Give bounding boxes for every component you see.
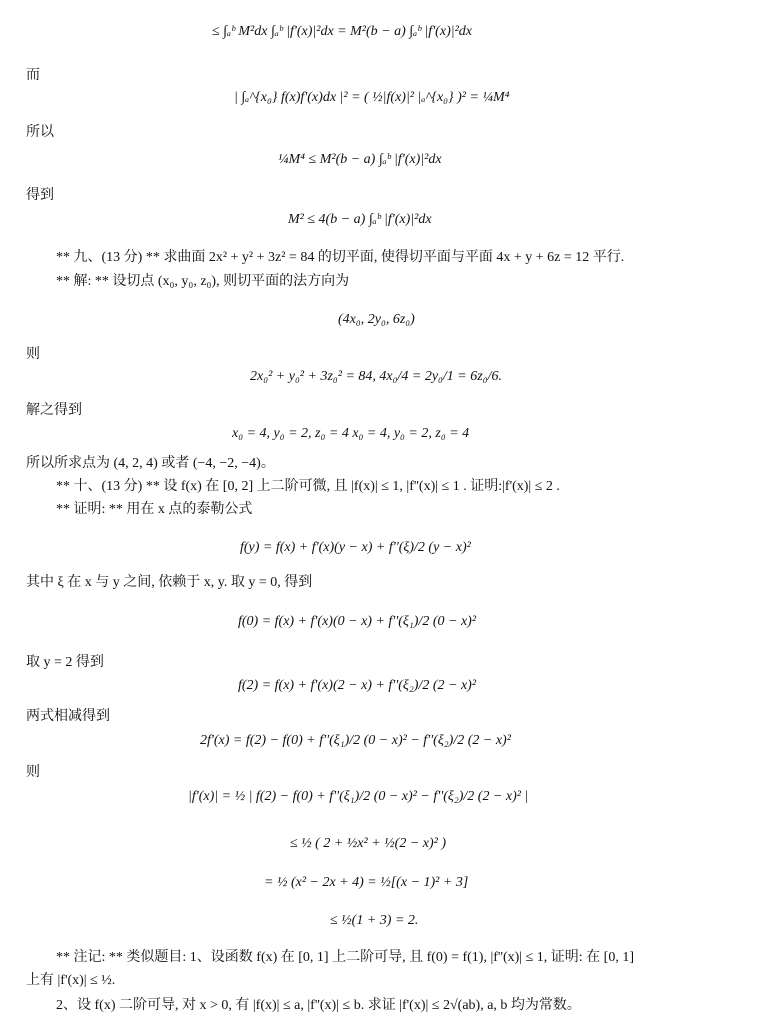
eq-abs-integral: | ∫ₐ^{x₀} f(x)f'(x)dx |² = ( ½|f(x)|² |ₐ^{x₀} )² = ¼M⁴ [234,90,510,105]
eq-bound-3: ≤ ½(1 + 3) = 2. [330,913,419,928]
subtract-text: 两式相减得到 [26,709,110,724]
proof-10-intro: ** 证明: ** 用在 x 点的泰勒公式 [56,502,253,517]
eq-bound-1: ≤ ½ ( 2 + ½x² + ½(2 − x)² ) [290,836,446,851]
eq-taylor: f(y) = f(x) + f'(x)(y − x) + f''(ξ)/2 (y − x)² [240,540,471,555]
note-1: ** 注记: ** 类似题目: 1、设函数 f(x) 在 [0, 1] 上二阶可导, 且 f(0) = f(1), |f''(x)| ≤ 1, 证明: 在 [0, 1] [56,950,634,965]
note-2: 2、设 f(x) 二阶可导, 对 x > 0, 有 |f(x)| ≤ a, |f''(x)| ≤ b. 求证 |f'(x)| ≤ 2√(ab), a, b 均为常数。 [56,998,581,1013]
eq-solution: x₀ = 4, y₀ = 2, z₀ = 4 x₀ = 4, y₀ = 2, z₀ = 4 [232,426,470,441]
word-ze-2: 则 [26,765,40,780]
eq-difference: 2f'(x) = f(2) − f(0) + f''(ξ₁)/2 (0 − x)² − f''(ξ₂)/2 (2 − x)² [200,733,511,748]
eq-top: ≤ ∫ₐᵇ M²dx ∫ₐᵇ |f'(x)|²dx = M²(b − a) ∫ₐᵇ |f'(x)|²dx [212,24,472,39]
points-result: 所以所求点为 (4, 2, 4) 或者 (−4, −2, −4)。 [26,456,275,471]
eq-system: 2x₀² + y₀² + 3z₀² = 84, 4x₀/4 = 2y₀/1 = 6z₀/6. [250,369,502,384]
eq-m2-bound: M² ≤ 4(b − a) ∫ₐᵇ |f'(x)|²dx [288,212,432,227]
eq-abs-fprime: |f'(x)| = ½ | f(2) − f(0) + f''(ξ₁)/2 (0 − x)² − f''(ξ₂)/2 (2 − x)² | [188,789,529,804]
word-suoyi: 所以 [26,125,54,140]
eq-f2: f(2) = f(x) + f'(x)(2 − x) + f''(ξ₂)/2 (2 − x)² [238,678,477,693]
eq-f0: f(0) = f(x) + f'(x)(0 − x) + f''(ξ₁)/2 (0 − x)² [238,614,477,629]
question-10: ** 十、(13 分) ** 设 f(x) 在 [0, 2] 上二阶可微, 且 |f(x)| ≤ 1, |f''(x)| ≤ 1 . 证明:|f'(x)| ≤ 2 . [56,479,560,494]
question-9: ** 九、(13 分) ** 求曲面 2x² + y² + 3z² = 84 的切平面, 使得切平面与平面 4x + y + 6z = 12 平行. [56,250,625,265]
word-dedao: 得到 [26,188,54,203]
word-ze-1: 则 [26,347,40,362]
solution-9-intro: ** 解: ** 设切点 (x₀, y₀, z₀), 则切平面的法方向为 [56,274,350,289]
word-jiezhi: 解之得到 [26,403,82,418]
take-y2: 取 y = 2 得到 [26,655,104,670]
word-er: 而 [26,68,40,83]
eq-quarter-bound: ¼M⁴ ≤ M²(b − a) ∫ₐᵇ |f'(x)|²dx [278,152,442,167]
eq-bound-2: = ½ (x² − 2x + 4) = ½[(x − 1)² + 3] [264,875,469,890]
eq-normal-vector: (4x₀, 2y₀, 6z₀) [338,312,415,327]
where-xi: 其中 ξ 在 x 与 y 之间, 依赖于 x, y. 取 y = 0, 得到 [26,575,313,590]
note-1-cont: 上有 |f'(x)| ≤ ½. [26,973,116,988]
